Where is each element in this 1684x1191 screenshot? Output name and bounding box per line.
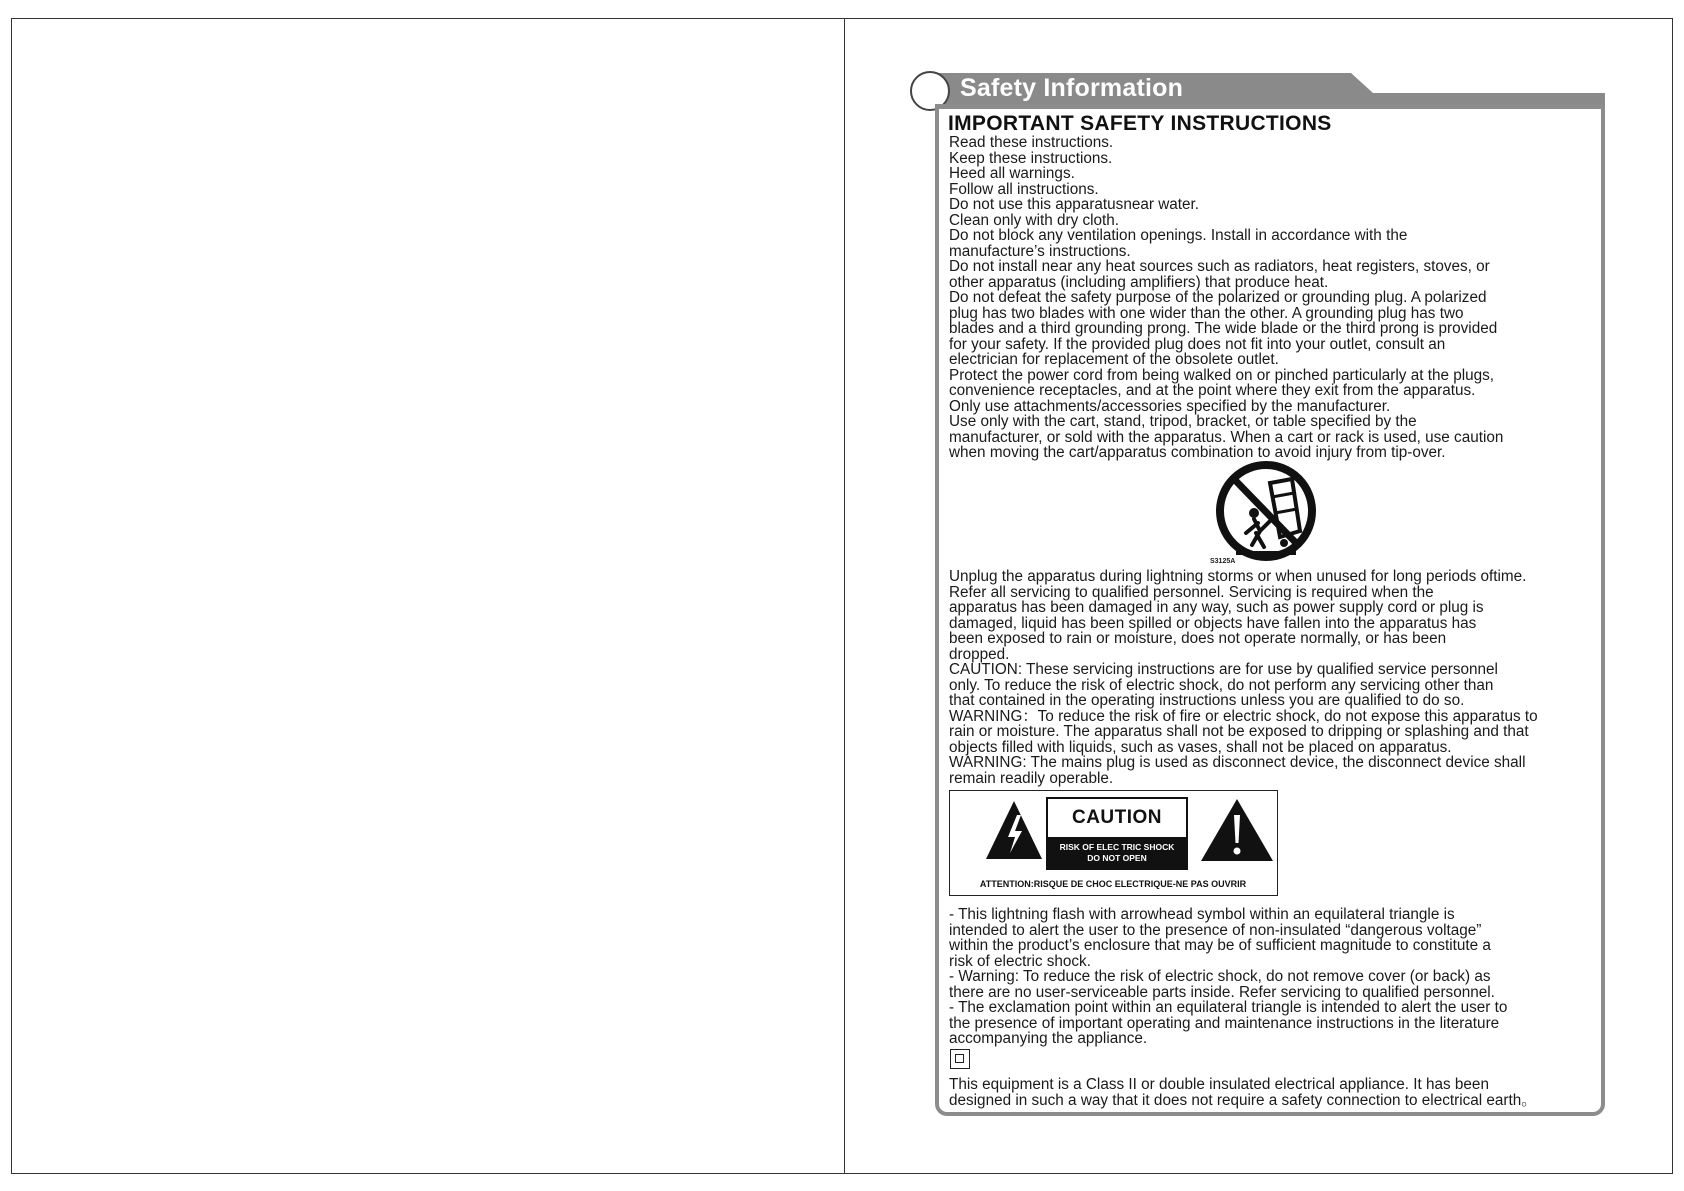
- text-line: manufacturer, or sold with the apparatus. When a cart or rack is used, use caution: [949, 428, 1504, 446]
- text-line: risk of electric shock.: [949, 952, 1091, 970]
- section-title: Safety Information: [960, 74, 1184, 102]
- class-ii-note: [949, 1077, 1599, 1108]
- text-line: WARNING：To reduce the risk of fire or electric shock, do not expose this apparatus to: [949, 707, 1538, 725]
- text-line: Unplug the apparatus during lightning storms or when unused for long periods oftime.: [949, 568, 1527, 585]
- instructions-block-1: [949, 135, 1599, 461]
- caution-sub-line: DO NOT OPEN: [1087, 852, 1147, 863]
- cart-icon-code: S3125A: [1210, 558, 1236, 565]
- text-line: accompanying the appliance.: [949, 1030, 1148, 1047]
- text-line: plug has two blades with one wider than the other. A grounding plug has two: [949, 304, 1464, 322]
- caution-sign: [1046, 797, 1188, 870]
- text-line: manufacture’s instructions.: [949, 242, 1131, 260]
- text-line: other apparatus (including amplifiers) that produce heat.: [949, 273, 1329, 291]
- instructions-block-2: [949, 569, 1599, 786]
- text-line: CAUTION: These servicing instructions are for use by qualified service personnel: [949, 661, 1498, 678]
- text-line: when moving the cart/apparatus combination to avoid injury from tip-over.: [949, 444, 1446, 461]
- text-line: only. To reduce the risk of electric shock, do not perform any servicing other than: [949, 676, 1494, 694]
- text-line: there are no user-serviceable parts inside. Refer servicing to qualified personnel.: [949, 983, 1495, 1001]
- text-line: Heed all warnings.: [949, 165, 1075, 182]
- text-line: for your safety. If the provided plug does not fit into your outlet, consult an: [949, 335, 1446, 353]
- attention-text: ATTENTION:RISQUE DE CHOC ELECTRIQUE-NE PAS OUVRIR: [979, 879, 1247, 889]
- text-line: Follow all instructions.: [949, 180, 1099, 198]
- text-line: - This lightning flash with arrowhead symbol within an equilateral triangle is: [949, 906, 1455, 923]
- text-line: - The exclamation point within an equilateral triangle is intended to alert the user to: [949, 999, 1508, 1016]
- text-line: apparatus has been damaged in any way, such as power supply cord or plug is: [949, 599, 1484, 616]
- text-line: convenience receptacles, and at the point where they exit from the apparatus.: [949, 382, 1476, 399]
- text-line: - Warning: To reduce the risk of electric shock, do not remove cover (or back) as: [949, 968, 1491, 985]
- text-line: This equipment is a Class II or double insulated electrical appliance. It has been: [949, 1076, 1489, 1093]
- text-line: electrician for replacement of the obsolete outlet.: [949, 351, 1279, 368]
- text-line: rain or moisture. The apparatus shall not be exposed to dripping or splashing and that: [949, 723, 1529, 740]
- text-line: that contained in the operating instructions unless you are qualified to do so.: [949, 692, 1465, 709]
- text-line: Protect the power cord from being walked on or pinched particularly at the plugs,: [949, 366, 1495, 384]
- caution-sub-line: RISK OF ELEC TRIC SHOCK: [1059, 842, 1175, 852]
- text-line: damaged, liquid has been spilled or objects have fallen into the apparatus has: [949, 614, 1477, 632]
- caution-subtitle: [1048, 837, 1186, 868]
- text-line: remain readily operable.: [949, 769, 1114, 787]
- text-line: the presence of important operating and maintenance instructions in the literature: [949, 1014, 1500, 1032]
- text-line: Refer all servicing to qualified personnel. Servicing is required when the: [949, 583, 1434, 601]
- lightning-flash-triangle-icon: [984, 799, 1044, 861]
- page-heading: IMPORTANT SAFETY INSTRUCTIONS: [948, 112, 1332, 135]
- text-line: blades and a third grounding prong. The wide blade or the third prong is provided: [949, 320, 1498, 337]
- text-line: Do not install near any heat sources such as radiators, heat registers, stoves, or: [949, 258, 1490, 275]
- text-line: Clean only with dry cloth.: [949, 211, 1120, 229]
- text-line: Use only with the cart, stand, tripod, bracket, or table specified by the: [949, 413, 1417, 430]
- text-line: been exposed to rain or moisture, does not operate normally, or has been: [949, 630, 1447, 647]
- caution-title: CAUTION: [1071, 807, 1163, 828]
- page-fold-line: [844, 18, 845, 1174]
- cart-tip-over-warning-icon: [1210, 461, 1320, 569]
- text-line: intended to alert the user to the presence of non-insulated “dangerous voltage”: [949, 921, 1482, 939]
- text-line: dropped.: [949, 645, 1010, 663]
- text-line: Do not use this apparatusnear water.: [949, 196, 1200, 213]
- text-line: WARNING: The mains plug is used as disconnect device, the disconnect device shall: [949, 754, 1526, 771]
- class-ii-double-square-icon: [950, 1049, 970, 1069]
- text-line: objects filled with liquids, such as vases, shall not be placed on apparatus.: [949, 738, 1452, 756]
- text-line: Do not defeat the safety purpose of the polarized or grounding plug. A polarized: [949, 289, 1487, 306]
- text-line: Keep these instructions.: [949, 149, 1113, 167]
- text-line: within the product’s enclosure that may be of sufficient magnitude to constitute a: [949, 937, 1491, 954]
- text-line: designed in such a way that it does not require a safety connection to electrical earth。: [949, 1091, 1537, 1109]
- text-line: Only use attachments/accessories specified by the manufacturer.: [949, 397, 1391, 415]
- blank-left-page: [12, 19, 843, 1173]
- symbol-notes: [949, 907, 1599, 1047]
- text-line: Do not block any ventilation openings. Install in accordance with the: [949, 227, 1408, 244]
- exclamation-triangle-icon: [1199, 797, 1275, 863]
- text-line: Read these instructions.: [949, 134, 1114, 151]
- caution-label-panel: [949, 790, 1278, 896]
